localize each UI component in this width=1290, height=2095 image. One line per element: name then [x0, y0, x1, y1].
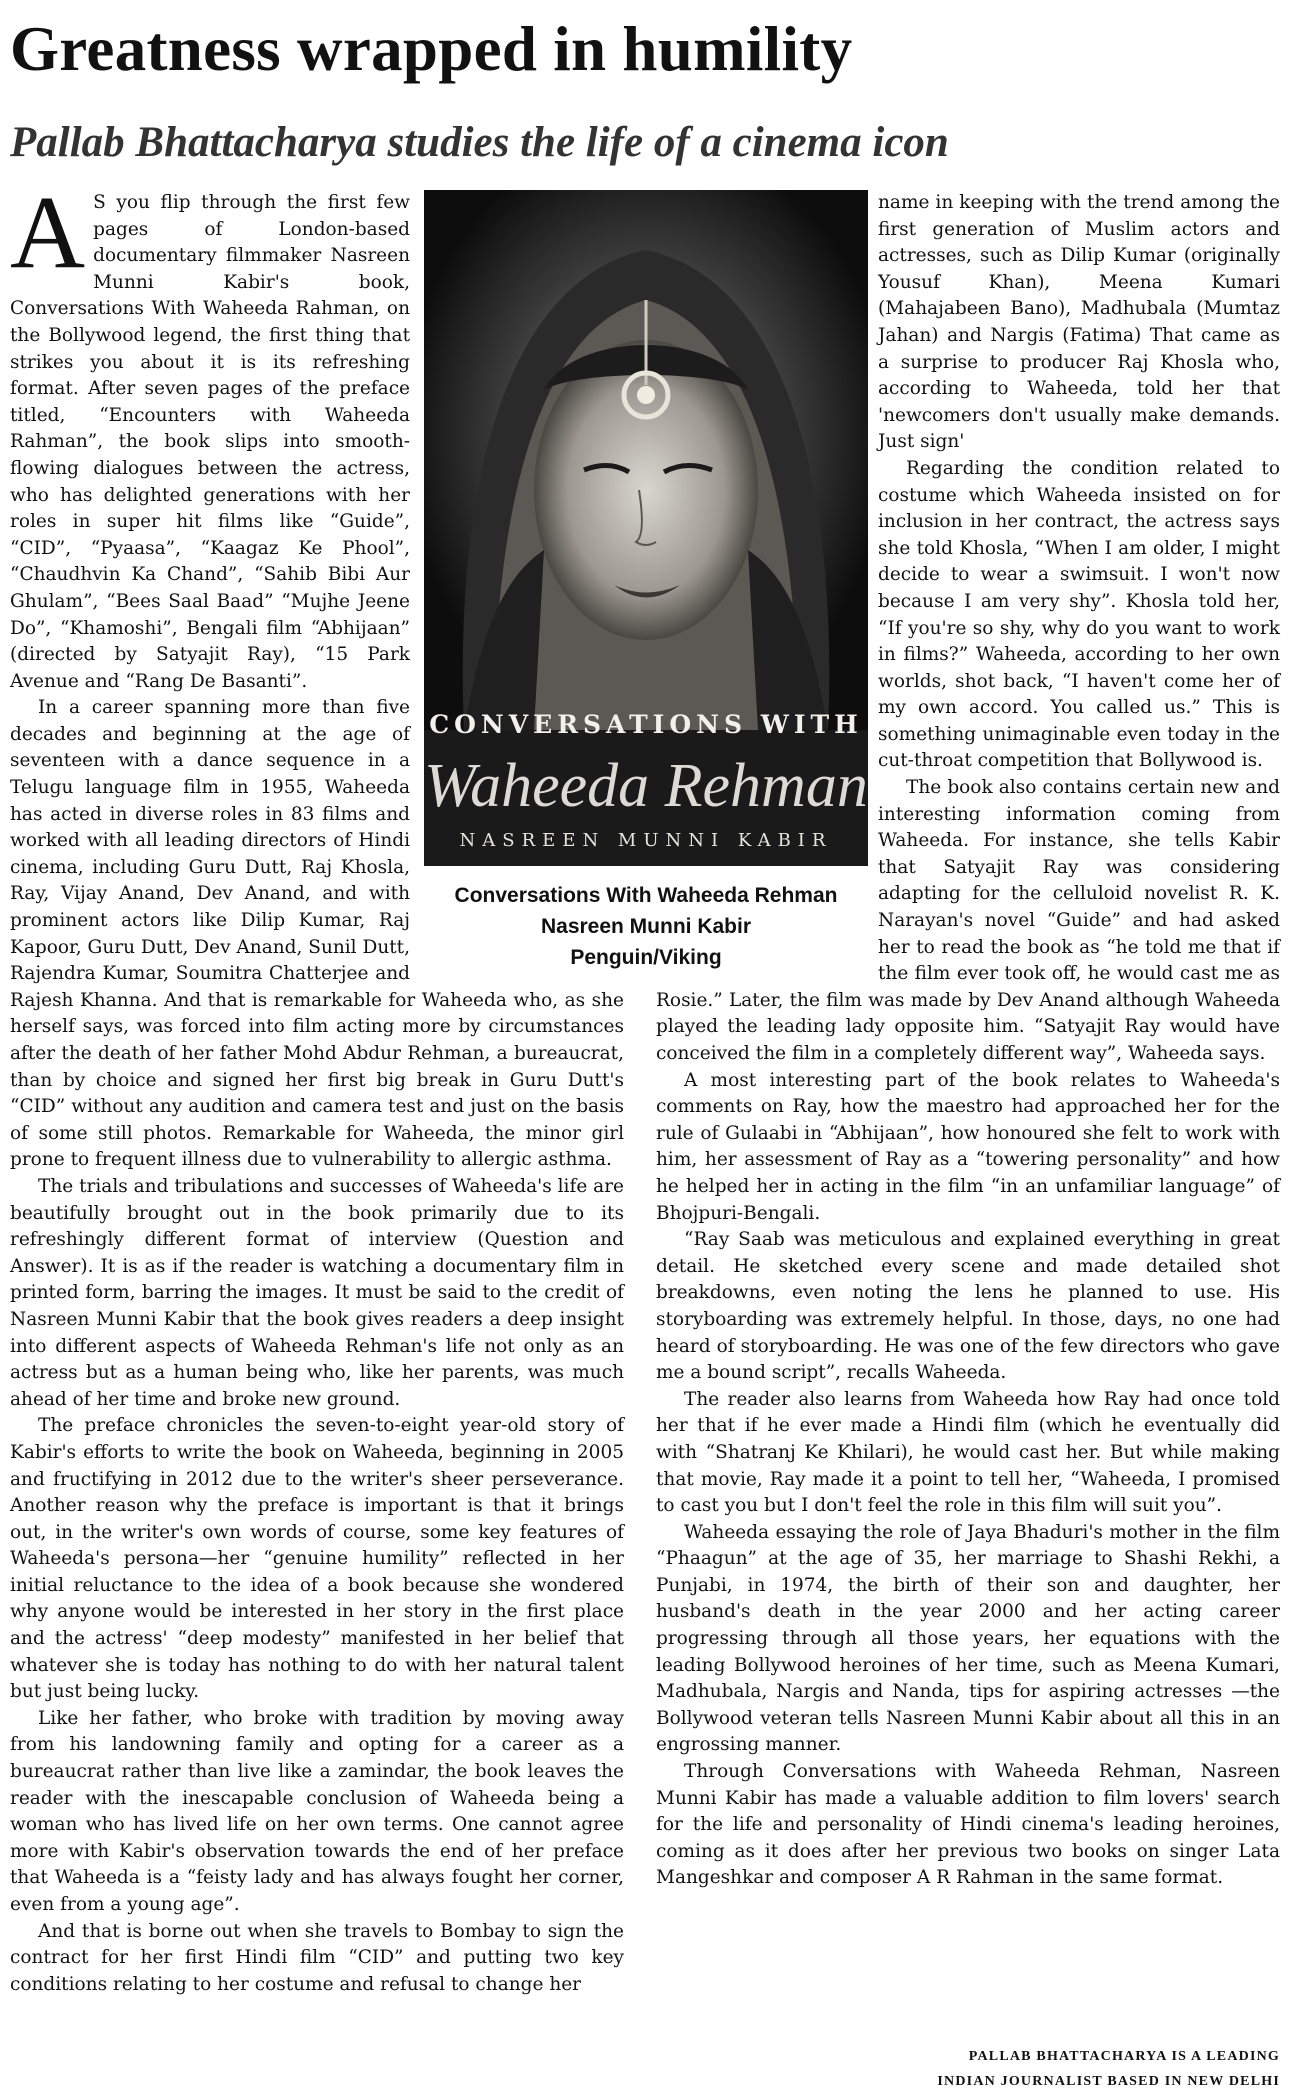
book-cover	[424, 190, 868, 866]
paragraph: “Ray Saab was meticulous and explained everything in great detail. He sketched every scene and made detailed shot breakdowns, even noting the lens he planned to use. His storyboarding was extremely helpful. In those, days, no one had heard of storyboarding. He was one of the few directors who gave me a bound script”, recalls Waheeda.	[656, 1229, 1280, 1384]
paragraph: Waheeda essaying the role of Jaya Bhaduri's mother in the film “Phaagun” at the age of 35, her marriage to Shashi Rekhi, a Punjabi, in 1974, the birth of their son and daughter, her husband's death in the year 2000 and her acting career progressing through all those years, her equations with the leading Bollywood heroines of her time, such as Meena Kumari, Madhubala, Nargis and Nanda, tips for aspiring actresses —the Bollywood veteran tells Nasreen Munni Kabir about all this in an engrossing manner.	[656, 1521, 1280, 1756]
portrait-photo	[424, 190, 868, 730]
byline-line: PALLAB BHATTACHARYA IS A LEADING	[968, 2049, 1280, 2064]
headline: Greatness wrapped in humility	[10, 14, 853, 84]
caption-title: Conversations With Waheeda Rehman	[454, 884, 838, 907]
byline-line: INDIAN JOURNALIST BASED IN NEW DELHI	[937, 2074, 1280, 2089]
paragraph: A S you flip through the first few pages of London-based documentary filmmaker Nasreen Munni Kabir's book, Conversations With Waheeda Rahman, on the Bollywood legend, the first thing that strikes you about it is its refreshing format. After seven pages of the preface titled, “Encounters with Waheeda Rahman”, the book slips into smooth-flowing dialogues between the actress, who has delighted generations with her roles in super hit films like “Guide”, “CID”, “Pyaasa”, “Kaagaz Ke Phool”, “Chaudhvin Ka Chand”, “Sahib Bibi Aur Ghulam”, “Bees Saal Baad” “Mujhe Jeene Do”, “Khamoshi”, Bengali film “Abhijaan” (directed by Satyajit Ray), “15 Park Avenue and “Rang De Basanti”.	[10, 175, 410, 692]
paragraph: The book also contains certain new and interesting information coming from Waheeda. For instance, she tells Kabir that Satyajit Ray was considering adapting for the celluloid novelist R. K. Narayan's novel “Guide” and had asked her to read the book as “he told me that if the film ever took off, he would cast me as Rosie.” Later, the film was made by Dev Anand although Waheeda played the leading lady opposite him. “Satyajit Ray would have conceived the film in a completely different way”, Waheeda says.	[656, 777, 1280, 1064]
paragraph: Through Conversations with Waheeda Rehman, Nasreen Munni Kabir has made a valuable addition to film lovers' search for the life and personality of Hindi cinema's leading heroines, coming as it does after her previous two books on singer Lata Mangeshkar and composer A R Rahman in the same format.	[656, 1761, 1280, 1889]
paragraph: Regarding the condition related to costume which Waheeda insisted on for inclusion in her contract, the actress says she told Khosla, “When I am older, I might decide to wear a swimsuit. I won't now because I am very shy”. Khosla told her, “If you're so shy, why do you want to work in films?” Waheeda, according to her own worlds, shot back, “I haven't come her of my own accord. You called us.” This is something unimaginable even today in the cut-throat competition that Bollywood is.	[878, 457, 1280, 772]
paragraph: A most interesting part of the book relates to Waheeda's comments on Ray, how the maestro had approached her for the rule of Gulaabi in “Abhijaan”, how honoured she felt to work with him, her assessment of Ray as a “towering personality” and how he helped her in acting in the film “in an unfamiliar language” of Bhojpuri-Bengali.	[656, 1069, 1280, 1224]
paragraph: And that is borne out when she travels to Bombay to sign the contract for her first Hindi film “CID” and putting two key conditions relating to her costume and refusal to change her	[10, 1920, 624, 1995]
book-caption	[424, 880, 868, 973]
deck-subtitle: Pallab Bhattacharya studies the life of a cinema icon	[10, 119, 949, 166]
paragraph: In a career spanning more than five decades and beginning at the age of seventeen with a dance sequence in a Telugu language film in 1955, Waheeda has acted in diverse roles in 83 films and worked with all leading directors of Hindi cinema, including Guru Dutt, Raj Khosla, Ray, Vijay Anand, Dev Anand, and with prominent actors like Dilip Kumar, Raj Kapoor, Guru Dutt, Dev Anand, Sunil Dutt, Rajendra Kumar, Soumitra Chatterjee and Rajesh Khanna. And that is remarkable for Waheeda who, as she herself says, was forced into film acting more by circumstances after the death of her father Mohd Abdur Rehman, a bureaucrat, than by choice and signed her first big break in Guru Dutt's “CID” without any audition and camera test and just on the basis of some still photos. Remarkable for Waheeda, the minor girl prone to frequent illness due to vulnerability to allergic asthma.	[10, 697, 624, 1171]
drop-cap: A	[10, 175, 86, 290]
caption-publisher: Penguin/Viking	[570, 946, 722, 969]
paragraph: The preface chronicles the seven-to-eight year-old story of Kabir's efforts to write the book on Waheeda, beginning in 2005 and fructifying in 2012 due to the writer's sheer perseverance. Another reason why the preface is important is that it brings out, in the writer's own words of course, some key features of Waheeda's persona—her “genuine humility” reflected in her initial reluctance to the idea of a book because she wondered why anyone would be interested in her story in the first place and the actress' “deep modesty” manifested in her belief that whatever she is today has nothing to do with her natural talent but just being lucky.	[10, 1415, 624, 1703]
cover-title-name: Waheeda Rehman	[424, 752, 868, 820]
cover-author: NASREEN MUNNI KABIR	[459, 830, 833, 851]
author-byline	[937, 2044, 1280, 2094]
caption-author: Nasreen Munni Kabir	[540, 915, 752, 938]
paragraph: The trials and tribulations and successes of Waheeda's life are beautifully brought out in the book primarily due to its refreshingly different format of interview (Question and Answer). It is as if the reader is watching a documentary film in printed form, barring the images. It must be said to the credit of Nasreen Munni Kabir that the book gives readers a deep insight into different aspects of Waheeda Rehman's life not only as an actress but as a human being who, like her parents, was much ahead of her time and broke new ground.	[10, 1175, 624, 1410]
paragraph: The reader also learns from Waheeda how Ray had once told her that if he ever made a Hindi film (which he eventually did with “Shatranj Ke Khilari), he would cast her. But while making that movie, Ray made it a point to tell her, “Waheeda, I promised to cast you but I don't feel the role in this film will suit you”.	[656, 1388, 1280, 1517]
paragraph: Like her father, who broke with tradition by moving away from his landowning family and opting for a career as a bureaucrat rather than live like a zamindar, the book leaves the reader with the inescapable conclusion of Waheeda being a woman who has lived life on her own terms. One cannot agree more with Kabir's observation towards the end of her preface that Waheeda is a “feisty lady and has always fought her corner, even from a young age”.	[10, 1707, 624, 1915]
cover-title-line: CONVERSATIONS WITH	[429, 710, 863, 739]
paragraph: name in keeping with the trend among the first generation of Muslim actors and actresses, such as Dilip Kumar (originally Yousuf Khan), Meena Kumari (Mahajabeen Bano), Madhubala (Mumtaz Jahan) and Nargis (Fatima) That came as a surprise to producer Raj Khosla who, according to Waheeda, told her that 'newcomers don't usually make demands. Just sign'	[878, 192, 1280, 453]
